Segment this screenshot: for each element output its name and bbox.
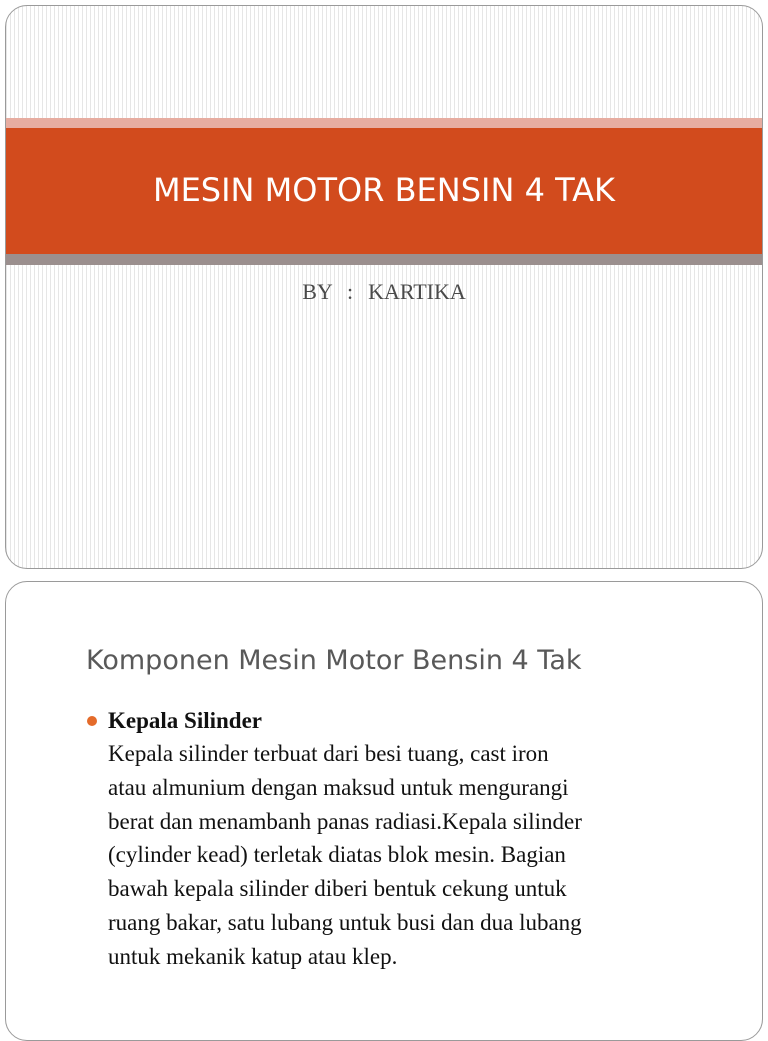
body-line: bawah kepala silinder diberi bentuk cekung untuk [108,876,567,902]
body-line: (cylinder kead) terletak diatas blok mesin. Bagian [108,842,566,868]
bullet-title: Kepala Silinder [108,708,262,733]
content-slide [5,581,763,1041]
slide-title: MESIN MOTOR BENSIN 4 TAK [152,171,616,209]
title-slide [5,5,763,569]
body-line: atau almunium dengan maksud untuk mengurangi [108,774,569,800]
slide-subtitle: BY : KARTIKA [302,279,466,304]
title-band-bottom-stripe [6,254,762,265]
bullet-body [108,737,582,974]
body-line: berat dan menambanh panas radiasi.Kepala silinder [108,808,582,834]
title-band [6,128,762,254]
title-band-top-stripe [6,118,762,128]
content-heading: Komponen Mesin Motor Bensin 4 Tak [86,645,582,676]
body-line: untuk mekanik katup atau klep. [108,943,398,969]
body-line: Kepala silinder terbuat dari besi tuang, cast iron [108,741,549,766]
bullet-dot-icon [87,716,97,726]
body-line: ruang bakar, satu lubang untuk busi dan dua lubang [108,909,582,935]
